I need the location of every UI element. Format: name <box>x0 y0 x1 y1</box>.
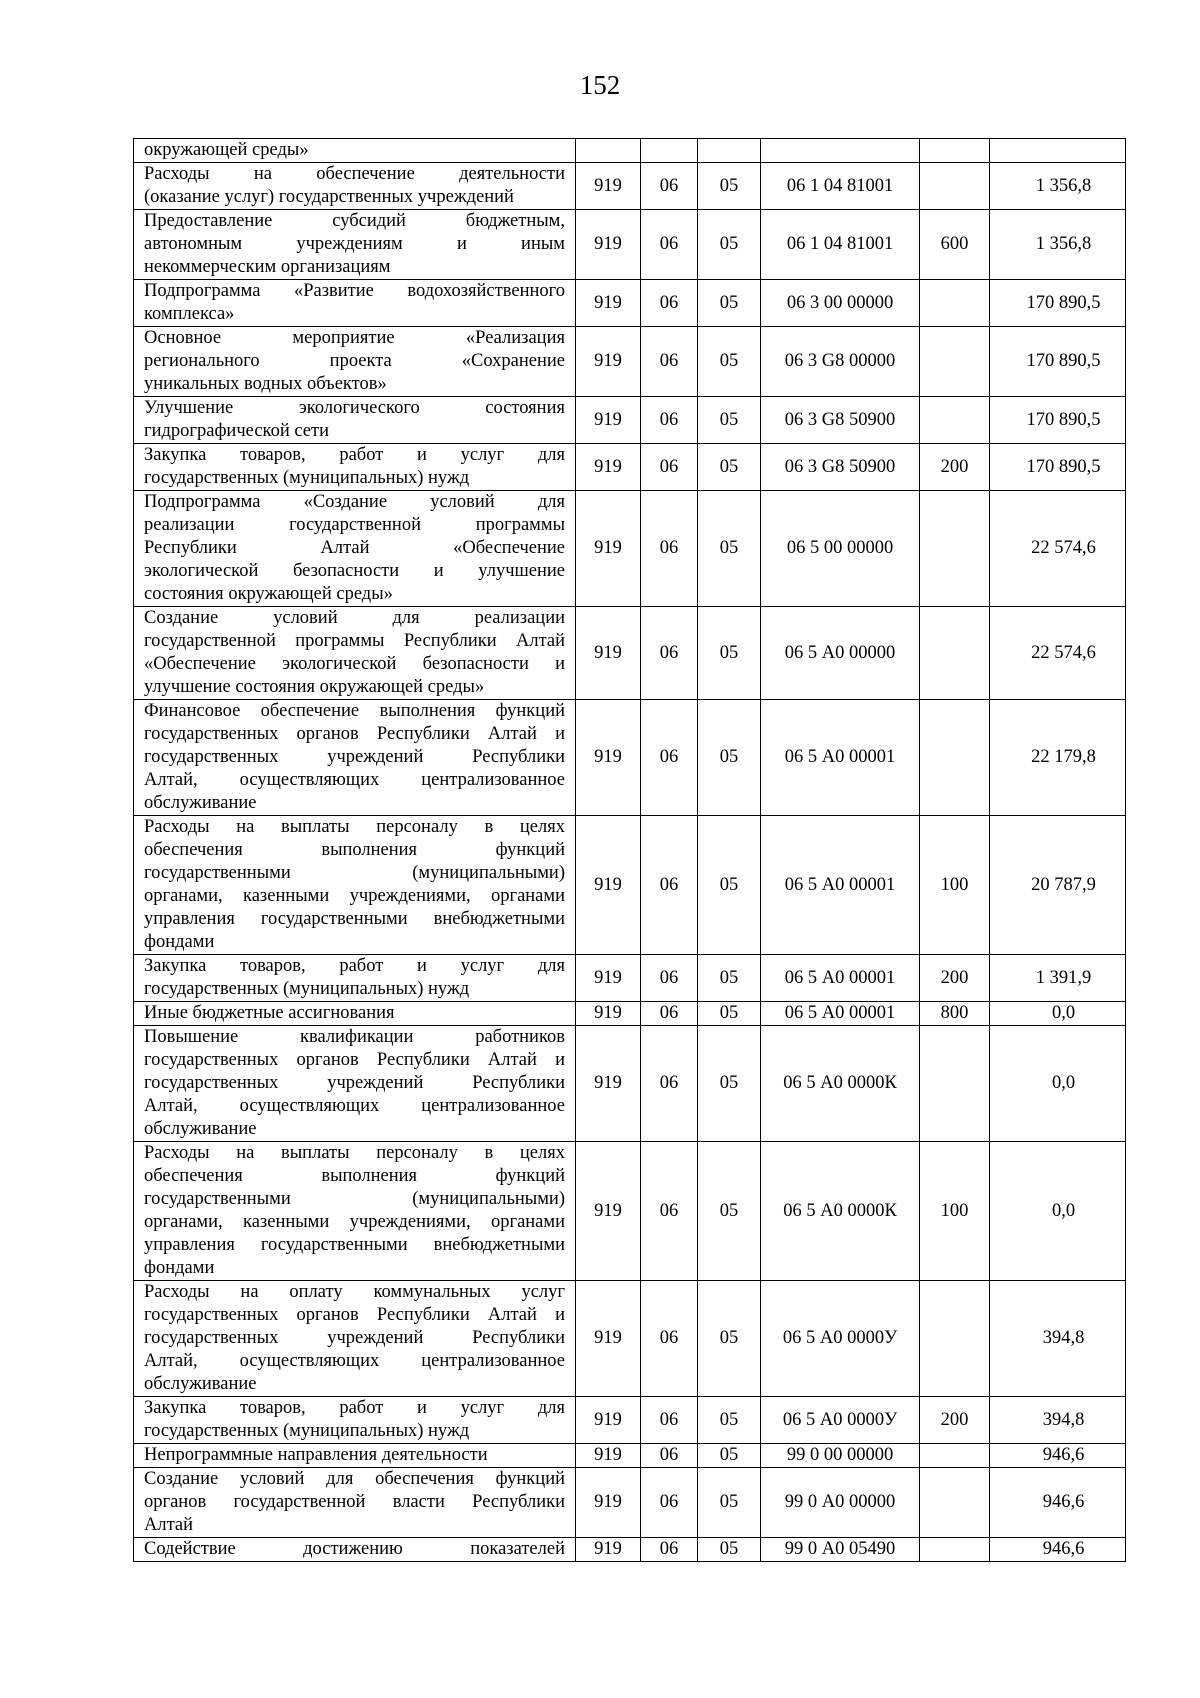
table-row <box>134 1538 1126 1562</box>
row-name-line: Алтай <box>144 1515 194 1535</box>
row-name-line: государственных учреждений Республики <box>144 747 565 767</box>
row-name-line: государственных учреждений Республики <box>144 1073 565 1093</box>
row-name-line: Иные бюджетные ассигнования <box>144 1003 395 1023</box>
admin-code-cell: 919 <box>576 1142 641 1281</box>
subsection-cell: 05 <box>698 1397 761 1444</box>
expense-type-cell <box>920 700 990 816</box>
section-cell: 06 <box>641 1538 698 1562</box>
section-cell: 06 <box>641 700 698 816</box>
row-name-line: Расходы на выплаты персоналу в целях <box>144 817 565 837</box>
admin-code-cell: 919 <box>576 327 641 397</box>
row-name <box>134 700 576 816</box>
section-cell: 06 <box>641 327 698 397</box>
row-name-line: состояния окружающей среды» <box>144 584 393 604</box>
section-cell: 06 <box>641 163 698 210</box>
row-name-line: государственных органов Республики Алтай и <box>144 1050 565 1070</box>
admin-code-cell: 919 <box>576 1538 641 1562</box>
amount-cell: 946,6 <box>990 1444 1126 1468</box>
expense-type-cell <box>920 607 990 700</box>
row-name-line: Основное мероприятие «Реализация <box>144 328 565 348</box>
amount-cell: 1 356,8 <box>990 163 1126 210</box>
amount-cell: 946,6 <box>990 1468 1126 1538</box>
amount-cell: 0,0 <box>990 1002 1126 1026</box>
row-name <box>134 491 576 607</box>
row-name-line: Подпрограмма «Создание условий для <box>144 492 565 512</box>
expense-type-cell: 800 <box>920 1002 990 1026</box>
admin-code-cell: 919 <box>576 491 641 607</box>
section-cell: 06 <box>641 280 698 327</box>
target-article-cell: 99 0 А0 05490 <box>761 1538 920 1562</box>
section-cell: 06 <box>641 1397 698 1444</box>
amount-cell: 0,0 <box>990 1026 1126 1142</box>
section-cell: 06 <box>641 1002 698 1026</box>
subsection-cell: 05 <box>698 210 761 280</box>
row-name-line: государственных (муниципальных) нужд <box>144 468 470 488</box>
table-row <box>134 1002 1126 1026</box>
subsection-cell: 05 <box>698 397 761 444</box>
row-name-line: комплекса» <box>144 304 235 324</box>
table-row <box>134 1444 1126 1468</box>
table-row <box>134 607 1126 700</box>
amount-cell: 20 787,9 <box>990 816 1126 955</box>
table-row <box>134 444 1126 491</box>
target-article-cell: 06 3 00 00000 <box>761 280 920 327</box>
target-article-cell: 06 5 А0 00001 <box>761 816 920 955</box>
subsection-cell: 05 <box>698 444 761 491</box>
row-name <box>134 1026 576 1142</box>
row-name-line: Финансовое обеспечение выполнения функций <box>144 701 565 721</box>
row-name-line: Республики Алтай «Обеспечение <box>144 538 565 558</box>
expense-type-cell <box>920 1538 990 1562</box>
admin-code-cell: 919 <box>576 1397 641 1444</box>
amount-cell: 1 356,8 <box>990 210 1126 280</box>
row-name-line: обслуживание <box>144 1374 257 1394</box>
row-name-line: Предоставление субсидий бюджетным, <box>144 211 565 231</box>
admin-code-cell: 919 <box>576 163 641 210</box>
admin-code-cell: 919 <box>576 1281 641 1397</box>
row-name-line: органов государственной власти Республики <box>144 1492 565 1512</box>
table-body <box>134 139 1126 1562</box>
section-cell: 06 <box>641 955 698 1002</box>
admin-code-cell: 919 <box>576 444 641 491</box>
expense-type-cell: 200 <box>920 1397 990 1444</box>
admin-code-cell: 919 <box>576 397 641 444</box>
row-name-line: управления государственными внебюджетными <box>144 1235 565 1255</box>
row-name <box>134 280 576 327</box>
expense-type-cell <box>920 139 990 163</box>
row-name-line: Содействие достижению показателей <box>144 1539 565 1559</box>
subsection-cell: 05 <box>698 955 761 1002</box>
row-name-line: Закупка товаров, работ и услуг для <box>144 956 565 976</box>
row-name-line: экологической безопасности и улучшение <box>144 561 565 581</box>
subsection-cell: 05 <box>698 491 761 607</box>
page-number: 152 <box>579 70 621 100</box>
section-cell: 06 <box>641 816 698 955</box>
table-row <box>134 163 1126 210</box>
row-name-line: Алтай, осуществляющих централизованное <box>144 1096 565 1116</box>
expense-type-cell <box>920 1468 990 1538</box>
row-name-line: обеспечения выполнения функций <box>144 1166 565 1186</box>
row-name-line: государственными (муниципальными) <box>144 1189 565 1209</box>
amount-cell: 1 391,9 <box>990 955 1126 1002</box>
amount-cell <box>990 139 1126 163</box>
admin-code-cell <box>576 139 641 163</box>
admin-code-cell: 919 <box>576 1444 641 1468</box>
expense-type-cell <box>920 280 990 327</box>
row-name-line: Закупка товаров, работ и услуг для <box>144 445 565 465</box>
section-cell: 06 <box>641 1026 698 1142</box>
row-name <box>134 327 576 397</box>
row-name-line: государственной программы Республики Алтай <box>144 631 565 651</box>
admin-code-cell: 919 <box>576 1468 641 1538</box>
expense-type-cell: 100 <box>920 816 990 955</box>
row-name-line: Повышение квалификации работников <box>144 1027 565 1047</box>
section-cell: 06 <box>641 210 698 280</box>
admin-code-cell: 919 <box>576 700 641 816</box>
row-name-line: фондами <box>144 1258 215 1278</box>
row-name-line: Создание условий для обеспечения функций <box>144 1469 565 1489</box>
expense-type-cell: 100 <box>920 1142 990 1281</box>
subsection-cell: 05 <box>698 1281 761 1397</box>
amount-cell: 170 890,5 <box>990 444 1126 491</box>
table-row <box>134 1397 1126 1444</box>
subsection-cell: 05 <box>698 607 761 700</box>
amount-cell: 946,6 <box>990 1538 1126 1562</box>
amount-cell: 170 890,5 <box>990 280 1126 327</box>
row-name-line: Непрограммные направления деятельности <box>144 1445 488 1465</box>
target-article-cell: 06 5 А0 00001 <box>761 1002 920 1026</box>
row-name-line: Закупка товаров, работ и услуг для <box>144 1398 565 1418</box>
subsection-cell: 05 <box>698 1026 761 1142</box>
table-row <box>134 1281 1126 1397</box>
row-name-line: фондами <box>144 932 215 952</box>
expense-type-cell <box>920 163 990 210</box>
target-article-cell: 06 1 04 81001 <box>761 163 920 210</box>
subsection-cell: 05 <box>698 280 761 327</box>
row-name-line: Расходы на оплату коммунальных услуг <box>144 1282 565 1302</box>
section-cell: 06 <box>641 491 698 607</box>
row-name-line: государственных органов Республики Алтай и <box>144 1305 565 1325</box>
row-name-line: Алтай, осуществляющих централизованное <box>144 1351 565 1371</box>
expense-type-cell <box>920 1026 990 1142</box>
row-name <box>134 816 576 955</box>
amount-cell: 0,0 <box>990 1142 1126 1281</box>
row-name-line: автономным учреждениям и иным <box>144 234 565 254</box>
row-name-line: (оказание услуг) государственных учреждений <box>144 187 514 207</box>
row-name-line: органами, казенными учреждениями, органами <box>144 1212 565 1232</box>
section-cell: 06 <box>641 607 698 700</box>
subsection-cell <box>698 139 761 163</box>
table-row <box>134 139 1126 163</box>
amount-cell: 22 179,8 <box>990 700 1126 816</box>
row-name <box>134 1538 576 1562</box>
row-name-line: реализации государственной программы <box>144 515 565 535</box>
table-row <box>134 1026 1126 1142</box>
subsection-cell: 05 <box>698 163 761 210</box>
admin-code-cell: 919 <box>576 280 641 327</box>
admin-code-cell: 919 <box>576 955 641 1002</box>
row-name-line: Алтай, осуществляющих централизованное <box>144 770 565 790</box>
table-row <box>134 491 1126 607</box>
target-article-cell: 06 5 А0 0000К <box>761 1142 920 1281</box>
section-cell: 06 <box>641 1468 698 1538</box>
expense-type-cell <box>920 397 990 444</box>
amount-cell: 22 574,6 <box>990 491 1126 607</box>
row-name <box>134 1444 576 1468</box>
expense-type-cell: 600 <box>920 210 990 280</box>
row-name-line: государственных органов Республики Алтай и <box>144 724 565 744</box>
row-name-line: государственных (муниципальных) нужд <box>144 1421 470 1441</box>
row-name-line: государственных учреждений Республики <box>144 1328 565 1348</box>
row-name-line: «Обеспечение экологической безопасности и <box>144 654 565 674</box>
target-article-cell: 06 5 А0 00000 <box>761 607 920 700</box>
table-row <box>134 397 1126 444</box>
section-cell: 06 <box>641 1444 698 1468</box>
section-cell: 06 <box>641 1142 698 1281</box>
row-name-line: обслуживание <box>144 793 257 813</box>
target-article-cell: 99 0 А0 00000 <box>761 1468 920 1538</box>
amount-cell: 394,8 <box>990 1397 1126 1444</box>
row-name-line: некоммерческим организациям <box>144 257 391 277</box>
expense-type-cell <box>920 327 990 397</box>
target-article-cell: 06 5 А0 0000У <box>761 1281 920 1397</box>
row-name <box>134 1468 576 1538</box>
row-name-line: уникальных водных объектов» <box>144 374 387 394</box>
expense-type-cell <box>920 1444 990 1468</box>
subsection-cell: 05 <box>698 1444 761 1468</box>
target-article-cell: 06 1 04 81001 <box>761 210 920 280</box>
section-cell: 06 <box>641 397 698 444</box>
row-name-line: Расходы на выплаты персоналу в целях <box>144 1143 565 1163</box>
target-article-cell: 06 5 А0 00001 <box>761 700 920 816</box>
target-article-cell: 06 5 А0 0000К <box>761 1026 920 1142</box>
row-name-line: окружающей среды» <box>144 140 309 160</box>
amount-cell: 170 890,5 <box>990 397 1126 444</box>
table-row <box>134 280 1126 327</box>
row-name-line: гидрографической сети <box>144 421 329 441</box>
row-name-line: обеспечения выполнения функций <box>144 840 565 860</box>
row-name <box>134 1142 576 1281</box>
subsection-cell: 05 <box>698 1142 761 1281</box>
table-row <box>134 327 1126 397</box>
target-article-cell: 06 5 00 00000 <box>761 491 920 607</box>
target-article-cell: 06 3 G8 50900 <box>761 397 920 444</box>
row-name-line: Расходы на обеспечение деятельности <box>144 164 565 184</box>
admin-code-cell: 919 <box>576 816 641 955</box>
amount-cell: 394,8 <box>990 1281 1126 1397</box>
budget-table <box>133 138 1126 1562</box>
table-row <box>134 700 1126 816</box>
row-name-line: управления государственными внебюджетными <box>144 909 565 929</box>
admin-code-cell: 919 <box>576 210 641 280</box>
expense-type-cell <box>920 491 990 607</box>
section-cell <box>641 139 698 163</box>
row-name <box>134 607 576 700</box>
expense-type-cell: 200 <box>920 444 990 491</box>
table-row <box>134 210 1126 280</box>
row-name <box>134 139 576 163</box>
admin-code-cell: 919 <box>576 607 641 700</box>
row-name-line: Улучшение экологического состояния <box>144 398 565 418</box>
expense-type-cell: 200 <box>920 955 990 1002</box>
row-name-line: государственными (муниципальными) <box>144 863 565 883</box>
row-name-line: Создание условий для реализации <box>144 608 565 628</box>
row-name-line: улучшение состояния окружающей среды» <box>144 677 485 697</box>
target-article-cell: 06 3 G8 50900 <box>761 444 920 491</box>
row-name <box>134 1397 576 1444</box>
target-article-cell <box>761 139 920 163</box>
amount-cell: 170 890,5 <box>990 327 1126 397</box>
table-row <box>134 1142 1126 1281</box>
row-name <box>134 955 576 1002</box>
row-name <box>134 210 576 280</box>
table-row <box>134 1468 1126 1538</box>
admin-code-cell: 919 <box>576 1002 641 1026</box>
subsection-cell: 05 <box>698 816 761 955</box>
subsection-cell: 05 <box>698 1002 761 1026</box>
subsection-cell: 05 <box>698 1538 761 1562</box>
target-article-cell: 06 5 А0 00001 <box>761 955 920 1002</box>
row-name <box>134 1002 576 1026</box>
admin-code-cell: 919 <box>576 1026 641 1142</box>
amount-cell: 22 574,6 <box>990 607 1126 700</box>
row-name <box>134 444 576 491</box>
row-name-line: регионального проекта «Сохранение <box>144 351 565 371</box>
row-name <box>134 163 576 210</box>
subsection-cell: 05 <box>698 327 761 397</box>
row-name-line: государственных (муниципальных) нужд <box>144 979 470 999</box>
row-name-line: Подпрограмма «Развитие водохозяйственного <box>144 281 565 301</box>
subsection-cell: 05 <box>698 700 761 816</box>
section-cell: 06 <box>641 1281 698 1397</box>
target-article-cell: 99 0 00 00000 <box>761 1444 920 1468</box>
subsection-cell: 05 <box>698 1468 761 1538</box>
target-article-cell: 06 5 А0 0000У <box>761 1397 920 1444</box>
section-cell: 06 <box>641 444 698 491</box>
table-row <box>134 955 1126 1002</box>
row-name <box>134 397 576 444</box>
row-name-line: органами, казенными учреждениями, органами <box>144 886 565 906</box>
row-name-line: обслуживание <box>144 1119 257 1139</box>
target-article-cell: 06 3 G8 00000 <box>761 327 920 397</box>
expense-type-cell <box>920 1281 990 1397</box>
row-name <box>134 1281 576 1397</box>
table-row <box>134 816 1126 955</box>
